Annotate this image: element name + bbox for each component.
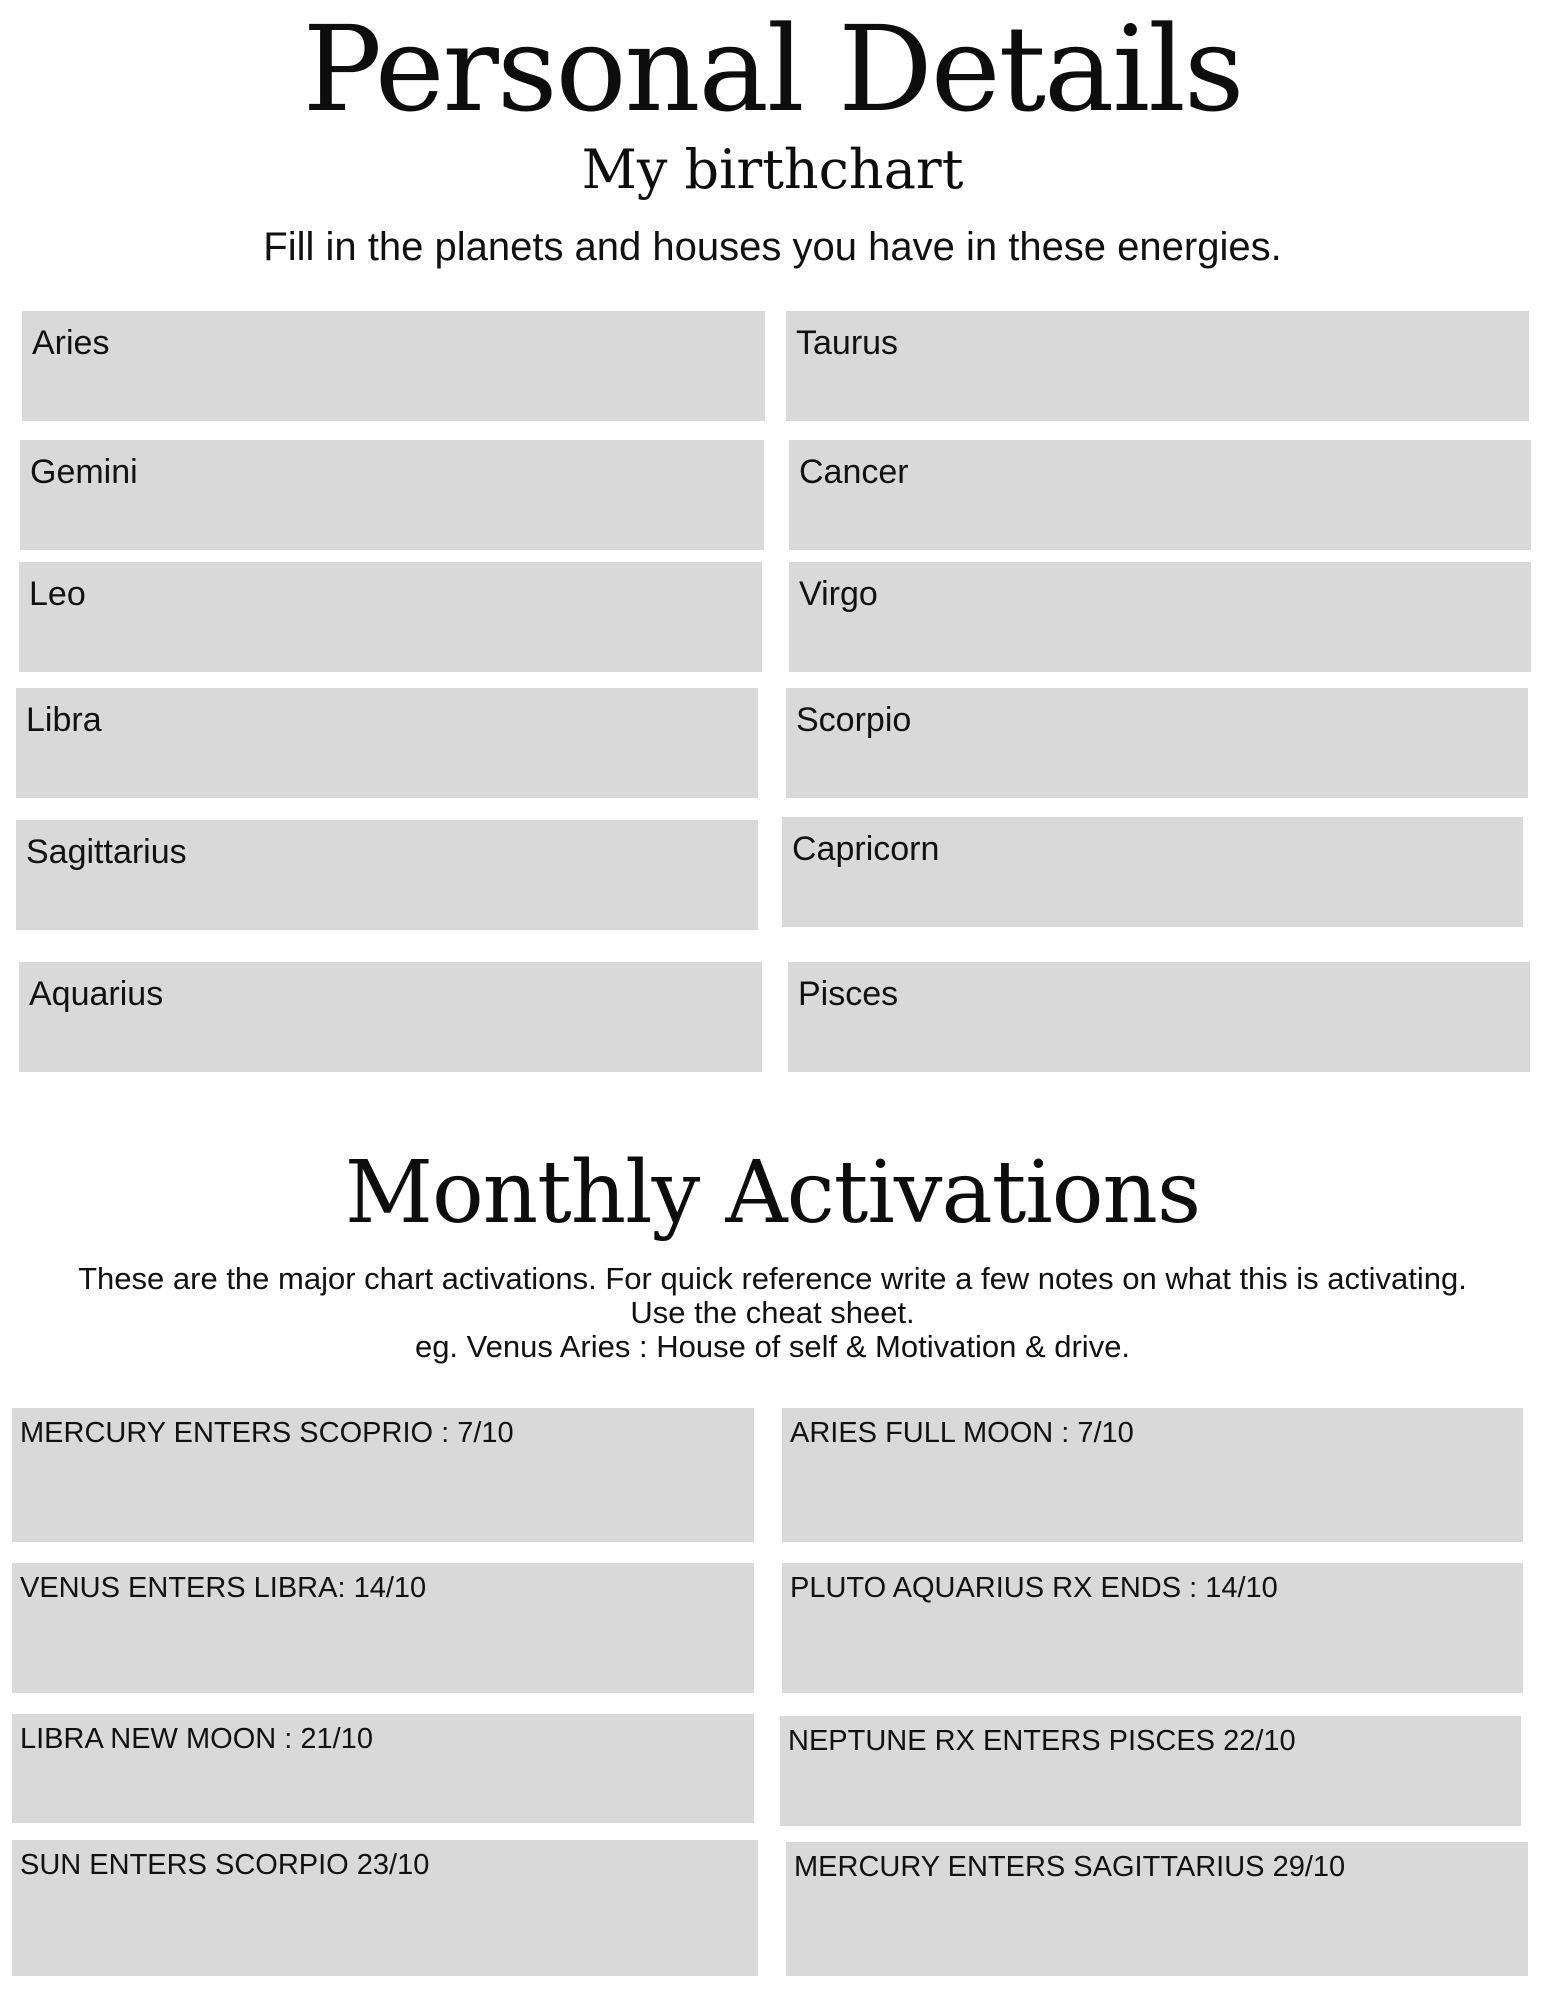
activation-label: PLUTO AQUARIUS RX ENDS : 14/10 [790,1572,1278,1604]
sign-box-taurus[interactable] [786,311,1529,421]
section-title-activations: Monthly Activations [344,1143,1201,1243]
activation-box[interactable] [12,1408,754,1542]
activation-label: VENUS ENTERS LIBRA: 14/10 [20,1572,427,1604]
sign-label: Libra [26,701,102,739]
instructions-line: Use the cheat sheet. [630,1295,915,1330]
activation-label: LIBRA NEW MOON : 21/10 [20,1723,373,1755]
activation-box[interactable] [12,1563,754,1693]
sign-label: Sagittarius [26,833,187,871]
activation-label: MERCURY ENTERS SAGITTARIUS 29/10 [794,1851,1346,1883]
activation-box[interactable] [782,1563,1523,1693]
sign-box-virgo[interactable] [789,562,1531,672]
sign-box-gemini[interactable] [20,440,764,550]
sign-label: Capricorn [792,830,940,868]
activation-box[interactable] [786,1842,1528,1976]
page-subtitle: My birthchart [581,138,964,201]
activation-label: NEPTUNE RX ENTERS PISCES 22/10 [788,1725,1296,1757]
page-title: Personal Details [302,0,1243,138]
sign-box-leo[interactable] [19,562,762,672]
activation-label: ARIES FULL MOON : 7/10 [790,1417,1134,1449]
instructions-line: eg. Venus Aries : House of self & Motivation & drive. [414,1329,1131,1364]
sign-box-libra[interactable] [16,688,758,798]
activation-box[interactable] [782,1408,1523,1542]
sign-box-capricorn[interactable] [782,817,1523,927]
activation-label: MERCURY ENTERS SCOPRIO : 7/10 [20,1417,514,1449]
activation-label: SUN ENTERS SCORPIO 23/10 [20,1849,430,1881]
sign-label: Leo [29,575,86,613]
sign-box-sagittarius[interactable] [16,820,758,930]
sign-label: Cancer [799,453,909,491]
sign-box-aries[interactable] [22,311,765,421]
sign-box-pisces[interactable] [788,962,1530,1072]
sign-box-cancer[interactable] [789,440,1531,550]
activation-box[interactable] [780,1716,1521,1826]
sign-label: Aries [32,324,110,362]
sign-label: Gemini [30,453,138,491]
sign-label: Scorpio [796,701,912,739]
sign-label: Taurus [796,324,899,362]
instructions-line: These are the major chart activations. For quick reference write a few notes on what this is activating. [78,1261,1467,1296]
sign-label: Virgo [799,575,878,613]
activation-box[interactable] [12,1840,758,1976]
sign-box-aquarius[interactable] [19,962,762,1072]
birthchart-instructions: Fill in the planets and houses you have in these energies. [263,225,1282,269]
activation-box[interactable] [12,1714,754,1823]
sign-label: Aquarius [29,975,164,1013]
sign-box-scorpio[interactable] [786,688,1528,798]
activations-instructions [0,1262,1545,1364]
sign-label: Pisces [798,975,899,1013]
